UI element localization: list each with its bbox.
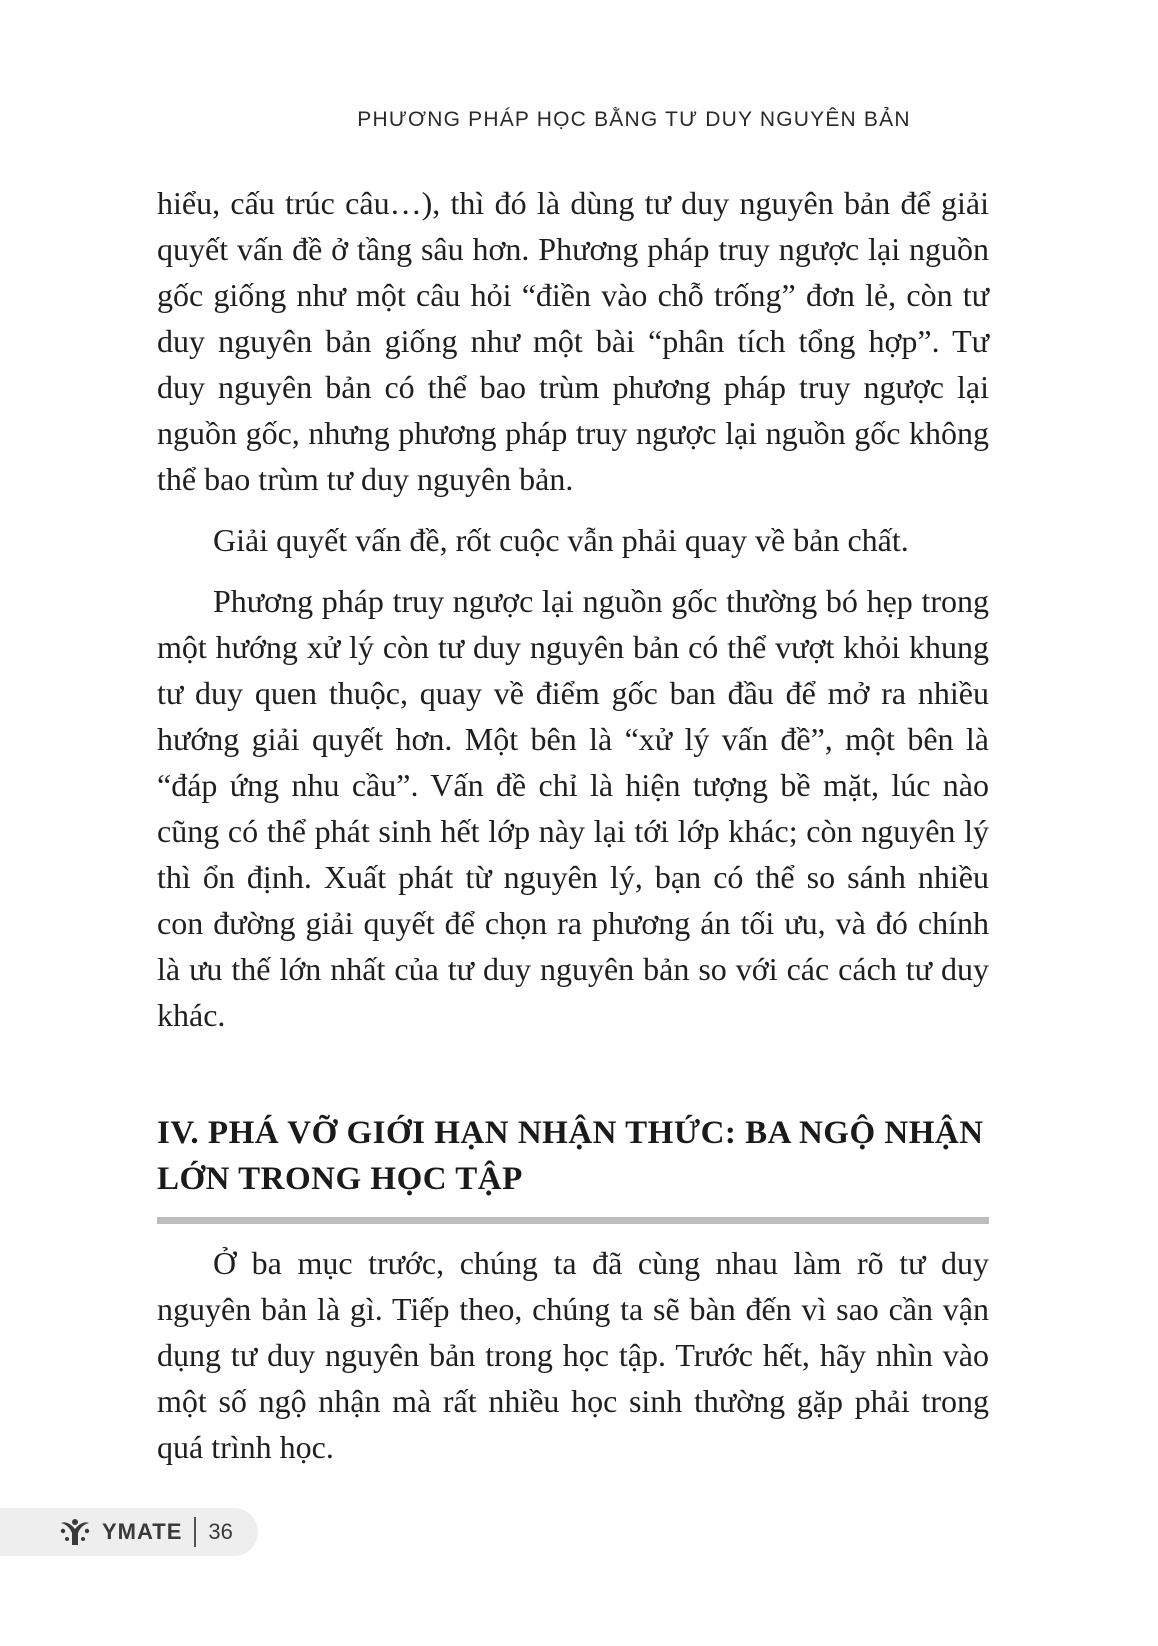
paragraph: Phương pháp truy ngược lại nguồn gốc thường bó hẹp trong một hướng xử lý còn tư duy nguyên bản có thể vượt khỏi khung tư duy quen thuộc, quay về điểm gốc ban đầu để mở ra nhiều hướng giải quyết hơn. Một bên là “xử lý vấn đề”, một bên là “đáp ứng nhu cầu”. Vấn đề chỉ là hiện tượng bề mặt, lúc nào cũng có thể phát sinh hết lớp này lại tới lớp khác; còn nguyên lý thì ổn định. Xuất phát từ nguyên lý, bạn có thể so sánh nhiều con đường giải quyết để chọn ra phương án tối ưu, và đó chính là ưu thế lớn nhất của tư duy nguyên bản so với các cách tư duy khác. <box>157 583 989 1033</box>
footer-brand: YMATE <box>102 1519 183 1544</box>
paragraph: Ở ba mục trước, chúng ta đã cùng nhau làm rõ tư duy nguyên bản là gì. Tiếp theo, chúng ta sẽ bàn đến vì sao cần vận dụng tư duy nguyên bản trong học tập. Trước hết, hãy nhìn vào một số ngộ nhận mà rất nhiều học sinh thường gặp phải trong quá trình học. <box>157 1245 989 1465</box>
paragraph-continued: hiểu, cấu trúc câu…), thì đó là dùng tư duy nguyên bản để giải quyết vấn đề ở tầng sâu hơn. Phương pháp truy ngược lại nguồn gốc giống như một câu hỏi “điền vào chỗ trống” đơn lẻ, còn tư duy nguyên bản giống như một bài “phân tích tổng hợp”. Tư duy nguyên bản có thể bao trùm phương pháp truy ngược lại nguồn gốc, nhưng phương pháp truy ngược lại nguồn gốc không thể bao trùm tư duy nguyên bản. <box>157 185 989 497</box>
body-text-section <box>157 1240 989 1470</box>
body-text-top <box>157 180 989 1038</box>
section-heading <box>157 1110 989 1202</box>
footer-divider <box>194 1517 196 1547</box>
section-heading-line: IV. PHÁ VỠ GIỚI HẠN NHẬN THỨC: BA NGỘ NHẬN <box>157 1115 984 1151</box>
paragraph: Giải quyết vấn đề, rốt cuộc vẫn phải quay về bản chất. <box>213 522 909 558</box>
footer-page-tab <box>0 1508 258 1556</box>
heading-divider <box>157 1217 989 1224</box>
page-number: 36 <box>208 1519 233 1544</box>
ymate-logo-icon <box>58 1517 92 1547</box>
running-header: PHƯƠNG PHÁP HỌC BẰNG TƯ DUY NGUYÊN BẢN <box>357 108 911 131</box>
section-heading-line: LỚN TRONG HỌC TẬP <box>157 1161 523 1197</box>
